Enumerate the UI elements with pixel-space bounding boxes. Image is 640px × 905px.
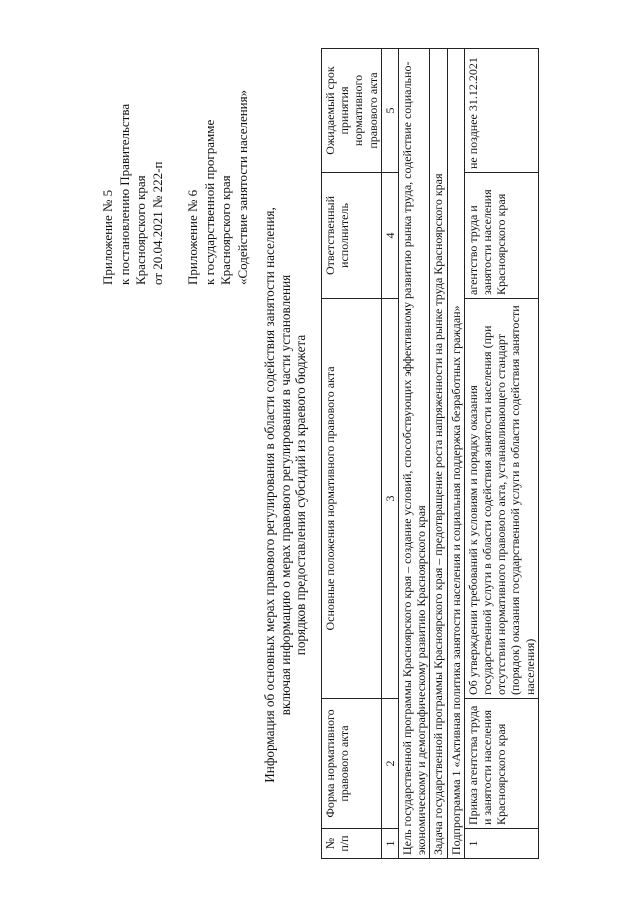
row-number: 1 bbox=[464, 829, 538, 859]
measures-table bbox=[321, 48, 539, 859]
appendix-5-line-2: к постановлению Правительства bbox=[116, 103, 132, 285]
column-numbers-row bbox=[381, 49, 398, 859]
appendix-5-line-1: Приложение № 5 bbox=[100, 189, 115, 285]
row-deadline: не позднее 31.12.2021 bbox=[464, 49, 538, 173]
column-number: 2 bbox=[381, 699, 398, 829]
appendix-5-block bbox=[100, 90, 166, 285]
row-act-form: Приказ агентства труда и занятости населения Красноярского края bbox=[464, 699, 538, 829]
subprogram-row bbox=[447, 49, 464, 859]
appendix-5-line-4: от 20.04.2021 № 222-п bbox=[149, 161, 165, 285]
goal-row bbox=[399, 49, 430, 859]
header-number: № п/п bbox=[322, 829, 382, 859]
table-header-row bbox=[322, 49, 382, 859]
column-number: 3 bbox=[381, 299, 398, 699]
appendix-6-block bbox=[185, 90, 251, 285]
appendix-6-line-1: Приложение № 6 bbox=[185, 189, 200, 285]
program-task: Задача государственной программы Красноярского края – предотвращение роста напряженности на рынке труда Красноярского края bbox=[430, 49, 447, 859]
header-act-form: Форма нормативного правового акта bbox=[322, 699, 382, 829]
task-row bbox=[430, 49, 447, 859]
appendix-6-line-2: к государственной программе bbox=[201, 119, 217, 285]
row-executor: агентство труда и занятости населения Красноярского края bbox=[464, 173, 538, 299]
program-goal: Цель государственной программы Красноярского края – создание условий, способствующих эффективному развитию рынка труда, содействие социально-экономическому и демографическому развитию Красноярского края bbox=[399, 49, 430, 859]
header-executor: Ответственный исполнитель bbox=[322, 173, 382, 299]
title-line-2: включая информацию о мерах правового регулирования в части установления bbox=[277, 274, 293, 716]
title-line-1: Информация об основных мерах правового регулирования в области содействия занятости населения, bbox=[262, 207, 277, 783]
row-act-provisions: Об утверждении требований к условиям и порядку оказания государственной услуги в области содействия занятости населения (при отсутствии нормативного правового акта, устанавливающего стандарт (порядок) оказания государственной услуги в области содействия занятости населения) bbox=[464, 299, 538, 699]
appendix-header bbox=[100, 90, 270, 285]
subprogram-title: Подпрограмма 1 «Активная политика занятости населения и социальная поддержка безработных граждан» bbox=[447, 49, 464, 859]
column-number: 4 bbox=[381, 173, 398, 299]
header-deadline: Ожидаемый срок принятия нормативного правового акта bbox=[322, 49, 382, 173]
header-act-provisions: Основные положения нормативного правового акта bbox=[322, 299, 382, 699]
title-line-3: порядков предоставления субсидий из краевого бюджета bbox=[293, 334, 308, 656]
appendix-6-line-3: Красноярского края bbox=[218, 175, 233, 285]
appendix-5-line-3: Красноярского края bbox=[133, 175, 148, 285]
table-row bbox=[464, 49, 538, 859]
column-number: 5 bbox=[381, 49, 398, 173]
appendix-6-line-4: «Содействие занятости населения» bbox=[234, 89, 250, 285]
document-title bbox=[262, 195, 309, 795]
column-number: 1 bbox=[381, 829, 398, 859]
